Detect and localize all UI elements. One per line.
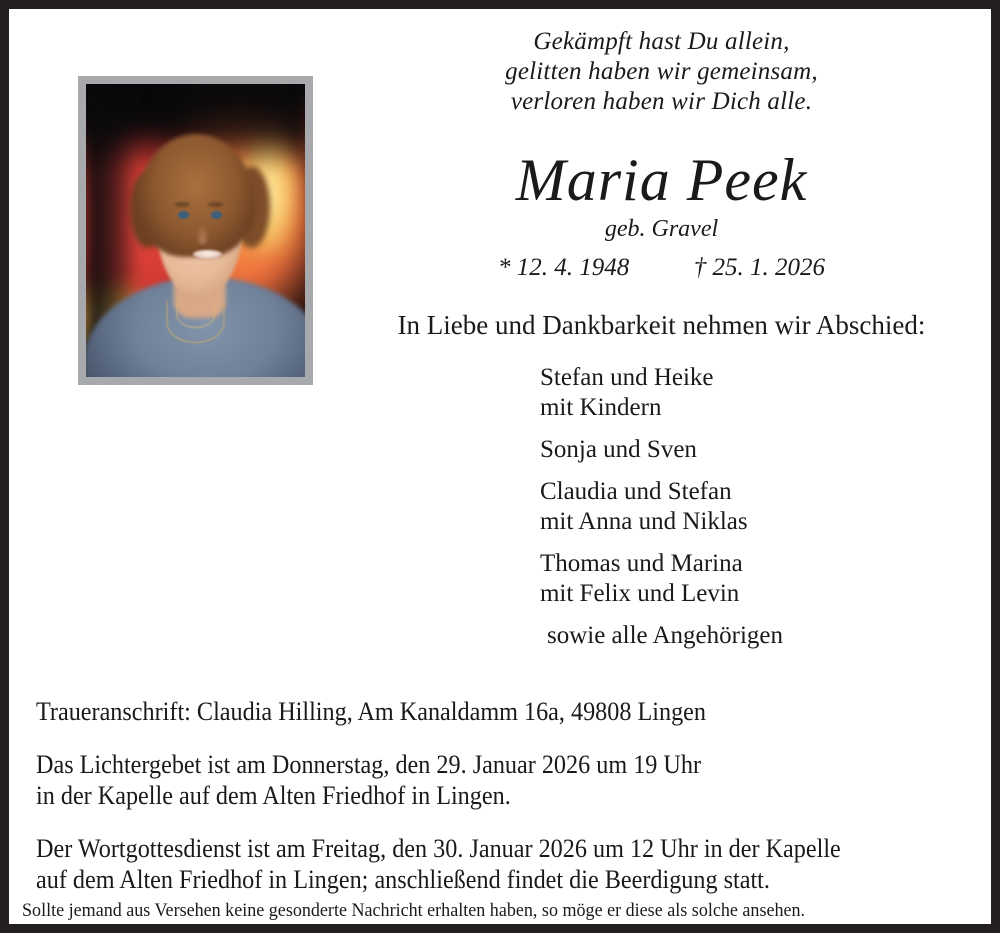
epigraph-line-1: Gekämpft hast Du allein, xyxy=(533,28,790,55)
portrait-eye-right xyxy=(211,211,222,219)
birth-date: 12. 4. 1948 xyxy=(516,254,630,281)
service-line: auf dem Alten Friedhof in Lingen; anschließend findet die Beerdigung statt. xyxy=(36,865,770,894)
mourner-line: Stefan und Heike xyxy=(539,364,714,391)
portrait-eyebrow-right xyxy=(208,202,223,206)
farewell-line: In Liebe und Dankbarkeit nehmen wir Abschied: xyxy=(397,310,926,340)
mourner-line: mit Anna und Niklas xyxy=(539,508,748,535)
mourner-line: Sonja und Sven xyxy=(539,436,697,463)
deceased-name: Maria Peek xyxy=(515,147,808,213)
portrait-eye-left xyxy=(178,211,189,219)
mourner-group-closing xyxy=(540,621,783,651)
life-dates xyxy=(339,253,984,283)
mourners-list xyxy=(540,363,783,651)
service-line: Das Lichtergebet ist am Donnerstag, den 29. Januar 2026 um 19 Uhr xyxy=(36,750,702,779)
mourner-group xyxy=(540,549,783,609)
service-line: in der Kapelle auf dem Alten Friedhof in Lingen. xyxy=(36,781,511,810)
service-line: Der Wortgottesdienst ist am Freitag, den 30. Januar 2026 um 12 Uhr in der Kapelle xyxy=(36,834,841,863)
notice-text-column xyxy=(339,27,984,651)
portrait-eyebrow-left xyxy=(175,202,190,206)
mourner-group xyxy=(540,363,783,423)
mourner-group xyxy=(540,477,783,537)
mourning-address: Traueranschrift: Claudia Hilling, Am Kanaldamm 16a, 49808 Lingen xyxy=(36,697,706,726)
portrait-nose xyxy=(196,225,209,246)
portrait-photo xyxy=(86,84,305,377)
portrait-frame xyxy=(78,76,313,385)
mourner-group xyxy=(540,435,783,465)
maiden-name: geb. Gravel xyxy=(604,216,719,242)
birth-symbol: * xyxy=(498,254,511,281)
death-date: 25. 1. 2026 xyxy=(712,254,825,281)
service-wortgottesdienst xyxy=(36,833,916,895)
mourner-line: mit Kindern xyxy=(539,394,662,421)
notice-details-block xyxy=(36,697,982,895)
epigraph xyxy=(339,27,984,117)
epigraph-line-2: gelitten haben wir gemeinsam, xyxy=(505,58,818,85)
mourner-line: Claudia und Stefan xyxy=(539,478,732,505)
service-lichtergebet xyxy=(36,749,916,811)
mourner-line: Thomas und Marina xyxy=(539,550,743,577)
mourner-line: mit Felix und Levin xyxy=(539,580,740,607)
footnote: Sollte jemand aus Versehen keine gesonderte Nachricht erhalten haben, so möge er diese als solche ansehen. xyxy=(22,900,806,921)
epigraph-line-3: verloren haben wir Dich alle. xyxy=(510,88,813,115)
death-symbol: † xyxy=(693,254,707,281)
mourner-line: sowie alle Angehörigen xyxy=(546,622,784,649)
